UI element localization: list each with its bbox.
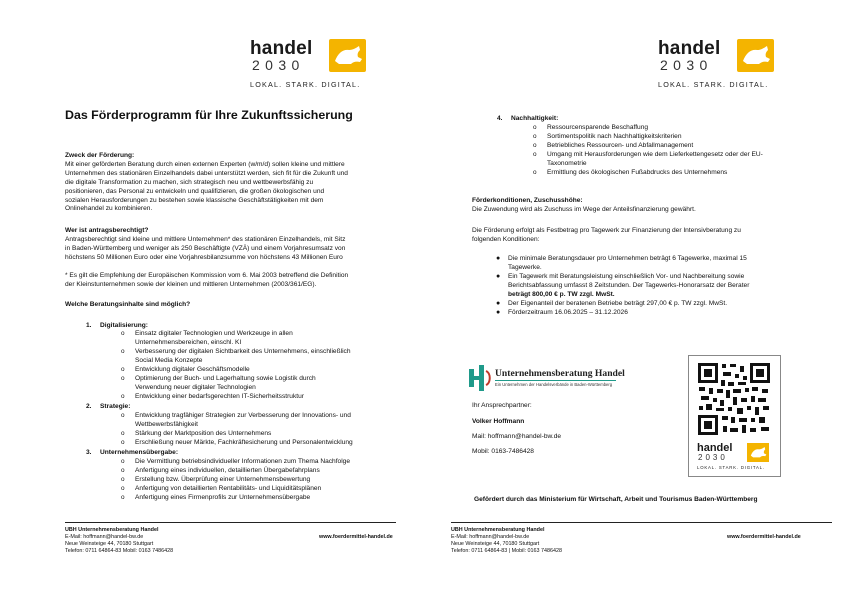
logo-word: handel xyxy=(658,38,721,59)
list-marker: o xyxy=(121,412,125,419)
list-item-line: Erstellung bzw. Überprüfung einer Unternehmensbewertung xyxy=(135,476,311,483)
category-number: 2. xyxy=(86,403,92,410)
festbetrag-line: Die Förderung erfolgt als Festbetrag pro Tagewerk zur Finanzierung der Intensivberatung zu xyxy=(472,227,741,234)
list-item xyxy=(121,485,322,494)
list-item xyxy=(121,366,250,375)
note-line: der Kleinstunternehmen sowie der kleinen und mittleren Unternehmen (2003/361/EG). xyxy=(65,280,317,288)
wer-heading: Wer ist antragsberechtigt? xyxy=(65,227,149,234)
list-item-line: Unternehmensbereichen, einschl. KI xyxy=(135,338,242,346)
footer-company: UBH Unternehmensberatung Handel xyxy=(65,527,159,533)
condition-bullet xyxy=(496,300,728,309)
lion-badge-icon xyxy=(747,443,769,462)
category-digitalisierung xyxy=(86,322,148,329)
ubh-divider xyxy=(495,380,616,381)
list-marker: o xyxy=(533,151,537,158)
category-strategie xyxy=(86,403,130,410)
handel-2030-logo xyxy=(658,38,782,90)
contact-mobil: Mobil: 0163-7486428 xyxy=(472,448,534,455)
logo-tagline: LOKAL. STARK. DIGITAL. xyxy=(250,80,361,89)
list-item-line: Entwicklung einer bedarfsgerechten IT-Sicherheitsstruktur xyxy=(135,393,304,400)
list-item xyxy=(121,458,351,467)
category-label: Unternehmensübergabe: xyxy=(100,449,179,456)
bullet-line: Der Eigenanteil der beratenen Betriebe beträgt 297,00 € p. TW zzgl. MwSt. xyxy=(508,300,728,307)
category-nachhaltigkeit xyxy=(497,115,558,122)
logo-word: handel xyxy=(250,38,313,59)
festbetrag-line: folgenden Konditionen: xyxy=(472,235,540,243)
list-item-line: Verbesserung der digitalen Sichtbarkeit des Unternehmens, einschließlich xyxy=(135,348,351,355)
bullet-line: Tagewerke. xyxy=(508,263,542,271)
lion-badge-icon xyxy=(329,39,366,72)
right-page xyxy=(421,0,842,595)
list-item-line: Sortimentspolitik nach Nachhaltigkeitskriterien xyxy=(547,133,682,140)
logo-year: 2030 xyxy=(698,453,728,462)
bullet-line: Berichtsabfassung umfasst 8 Zeitstunden. Der Tagewerks-Honorarsatz der Berater xyxy=(508,281,750,289)
category-label: Nachhaltigkeit: xyxy=(511,115,559,122)
footer-website-link[interactable]: www.foerdermittel-handel.de xyxy=(319,534,393,540)
list-item-line: Einsatz digitaler Technologien und Werkzeuge in allen xyxy=(135,330,293,337)
category-unternehmensuebergabe xyxy=(86,449,178,456)
list-item xyxy=(533,142,694,151)
list-marker: o xyxy=(121,375,125,382)
zweck-line: Mit einer geförderten Beratung durch einen externen Experten (w/m/d) sollen kleine und mittlere xyxy=(65,160,345,168)
logo-year: 2030 xyxy=(252,57,305,73)
list-marker: o xyxy=(121,467,125,474)
list-marker: o xyxy=(533,169,537,176)
list-marker: o xyxy=(121,348,125,355)
footer-contact xyxy=(65,527,173,555)
footer-company: UBH Unternehmensberatung Handel xyxy=(451,527,545,533)
list-item-line: Erschließung neuer Märkte, Fachkräftesicherung und Personalentwicklung xyxy=(135,439,353,446)
list-marker: o xyxy=(121,439,125,446)
handel-2030-logo xyxy=(250,38,374,90)
list-marker: o xyxy=(121,485,125,492)
list-item xyxy=(121,330,293,348)
category-number: 3. xyxy=(86,449,92,456)
bullet-marker: ● xyxy=(496,300,501,307)
list-item xyxy=(121,430,272,439)
list-item-line: Anfertigung eines individuellen, detaillierten Übergabefahrplans xyxy=(135,467,320,474)
list-item xyxy=(533,133,682,142)
list-item-line: Ermittlung des ökologischen Fußabdrucks des Unternehmens xyxy=(547,169,728,176)
qr-code-icon[interactable] xyxy=(697,362,771,436)
footer-address: Neue Weinsteige 44, 70180 Stuttgart xyxy=(65,541,154,547)
bullet-line: Förderzeitraum 16.06.2025 – 31.12.2026 xyxy=(508,309,628,316)
list-item xyxy=(533,124,649,133)
contact-mail[interactable]: Mail: hoffmann@handel-bw.de xyxy=(472,433,562,440)
list-item-line: Optimierung der Buch- und Lagerhaltung sowie Logistik durch xyxy=(135,375,316,382)
konditionen-section xyxy=(472,197,772,215)
list-item-line: Stärkung der Marktposition des Unternehmens xyxy=(135,430,272,437)
zweck-line: die digitale Transformation zu machen, sich strategisch neu und wettbewerbsfähig zu xyxy=(65,178,314,186)
list-item-line: Anfertigung eines Firmenprofils zur Unternehmensübergabe xyxy=(135,494,311,501)
qr-handel-logo xyxy=(697,442,775,472)
list-marker: o xyxy=(121,476,125,483)
list-item-line: Social Media Konzepte xyxy=(135,356,203,364)
category-number: 4. xyxy=(497,115,503,122)
list-item-line: Betriebliches Ressourcen- und Abfallmanagement xyxy=(547,142,694,149)
zweck-line: Onlinehandel zu kombinieren. xyxy=(65,205,153,213)
bullet-marker: ● xyxy=(496,309,501,316)
list-marker: o xyxy=(533,142,537,149)
welche-heading: Welche Beratungsinhalte sind möglich? xyxy=(65,301,191,308)
list-item xyxy=(121,375,316,393)
qr-code-box xyxy=(688,355,781,477)
contact-name: Volker Hoffmann xyxy=(472,418,525,425)
footer-divider xyxy=(65,522,396,523)
bullet-line-bold: beträgt 800,00 € p. TW zzgl. MwSt. xyxy=(508,290,615,298)
list-item-line: Wettbewerbsfähigkeit xyxy=(135,420,198,428)
list-marker: o xyxy=(533,124,537,131)
condition-bullet xyxy=(496,309,628,318)
zweck-heading: Zweck der Förderung: xyxy=(65,152,135,159)
list-marker: o xyxy=(121,458,125,465)
footer-website-link[interactable]: www.foerdermittel-handel.de xyxy=(727,534,801,540)
footer-mail: E-Mail: hoffmann@handel-bw.de xyxy=(451,534,530,540)
list-item-line: Entwicklung digitaler Geschäftsmodelle xyxy=(135,366,250,373)
list-marker: o xyxy=(121,366,125,373)
list-item xyxy=(121,393,304,402)
list-marker: o xyxy=(121,430,125,437)
wer-line: Antragsberechtigt sind kleine und mittlere Unternehmen* des stationären Einzelhandels, mit Sitz xyxy=(65,235,346,243)
zweck-section xyxy=(65,152,365,214)
list-item xyxy=(533,151,763,169)
konditionen-heading: Förderkonditionen, Zuschusshöhe: xyxy=(472,197,583,204)
logo-year: 2030 xyxy=(660,57,713,73)
wer-line: höchstens 50 Millionen Euro oder eine Vorjahresbilanzsumme von höchstens 43 Millionen Euro xyxy=(65,253,343,261)
definition-note xyxy=(65,272,365,290)
bullet-marker: ● xyxy=(496,255,501,262)
list-item xyxy=(121,494,311,503)
list-item xyxy=(121,476,311,485)
footer-mail: E-Mail: hoffmann@handel-bw.de xyxy=(65,534,144,540)
list-item xyxy=(121,348,351,366)
footer-divider xyxy=(451,522,832,523)
list-item-line: Taxonometrie xyxy=(547,159,587,167)
list-item-line: Verwendung neuer digitaler Technologien xyxy=(135,383,256,391)
bullet-line: Die minimale Beratungsdauer pro Unternehmen beträgt 6 Tagewerke, maximal 15 xyxy=(508,255,747,262)
category-label: Strategie: xyxy=(100,403,131,410)
contact-heading: Ihr Ansprechpartner: xyxy=(472,402,532,409)
list-item xyxy=(121,467,320,476)
bullet-marker: ● xyxy=(496,273,501,280)
list-marker: o xyxy=(121,494,125,501)
funded-by: Gefördert durch das Ministerium für Wirtschaft, Arbeit und Tourismus Baden-Württemberg xyxy=(474,496,758,503)
logo-tagline: LOKAL. STARK. DIGITAL. xyxy=(697,465,765,470)
zweck-line: Unternehmen des stationären Einzelhandels dabei unterstützt werden, sich fit für die Zukunft und xyxy=(65,169,348,177)
logo-word: handel xyxy=(697,442,733,454)
condition-bullet xyxy=(496,255,747,273)
ubh-name: Unternehmensberatung Handel xyxy=(495,368,625,379)
list-item-line: Umgang mit Herausforderungen wie dem Lieferkettengesetz oder der EU- xyxy=(547,151,763,158)
page-title: Das Förderprogramm für Ihre Zukunftssicherung xyxy=(65,108,353,122)
festbetrag-section xyxy=(472,227,772,245)
list-item xyxy=(533,169,728,178)
welche-heading-wrap xyxy=(65,301,365,310)
list-item xyxy=(121,439,353,448)
condition-bullet xyxy=(496,273,750,300)
list-item-line: Anfertigung von detaillierten Rentabilitäts- und Liquiditätsplänen xyxy=(135,485,322,492)
list-marker: o xyxy=(533,133,537,140)
zweck-line: sozialen Herausforderungen zu bestehen sowie klassische Geschäftstätigkeiten mit dem xyxy=(65,196,324,204)
note-line: * Es gilt die Empfehlung der Europäischen Kommission vom 6. Mai 2003 betreffend die Definition xyxy=(65,272,349,279)
footer-phone: Telefon: 0711 64864-83 | Mobil: 0163 7486428 xyxy=(451,548,562,554)
logo-tagline: LOKAL. STARK. DIGITAL. xyxy=(658,80,769,89)
ubh-subtitle: Ein Unternehmen der Handelsverbände in Baden-Württemberg xyxy=(495,382,613,387)
zweck-line: positionieren, das Personal zu entwickeln und qualifizieren, die großen ökologischen und xyxy=(65,187,325,195)
ubh-logo-icon xyxy=(469,365,491,391)
list-item-line: Entwicklung tragfähiger Strategien zur Verbesserung der Innovations- und xyxy=(135,412,351,419)
list-marker: o xyxy=(121,393,125,400)
list-item-line: Die Vermittlung betriebsindividueller Informationen zum Thema Nachfolge xyxy=(135,458,351,465)
wer-section xyxy=(65,227,365,263)
list-marker: o xyxy=(121,330,125,337)
footer-address: Neue Weinsteige 44, 70180 Stuttgart xyxy=(451,541,540,547)
list-item xyxy=(121,412,351,430)
footer-contact xyxy=(451,527,562,555)
list-item-line: Ressourcensparende Beschaffung xyxy=(547,124,649,131)
bullet-line: Ein Tagewerk mit Beratungsleistung einschließlich Vor- und Nachbereitung sowie xyxy=(508,273,745,280)
category-number: 1. xyxy=(86,322,92,329)
category-label: Digitalisierung: xyxy=(100,322,148,329)
lion-badge-icon xyxy=(737,39,774,72)
konditionen-line: Die Zuwendung wird als Zuschuss im Wege der Anteilsfinanzierung gewährt. xyxy=(472,205,696,213)
wer-line: in Baden-Württemberg und weniger als 250 Beschäftigte (VZÄ) und einem Vorjahresumsatz von xyxy=(65,244,346,252)
footer-phone: Telefon: 0711 64864-83 Mobil: 0163 7486428 xyxy=(65,548,174,554)
